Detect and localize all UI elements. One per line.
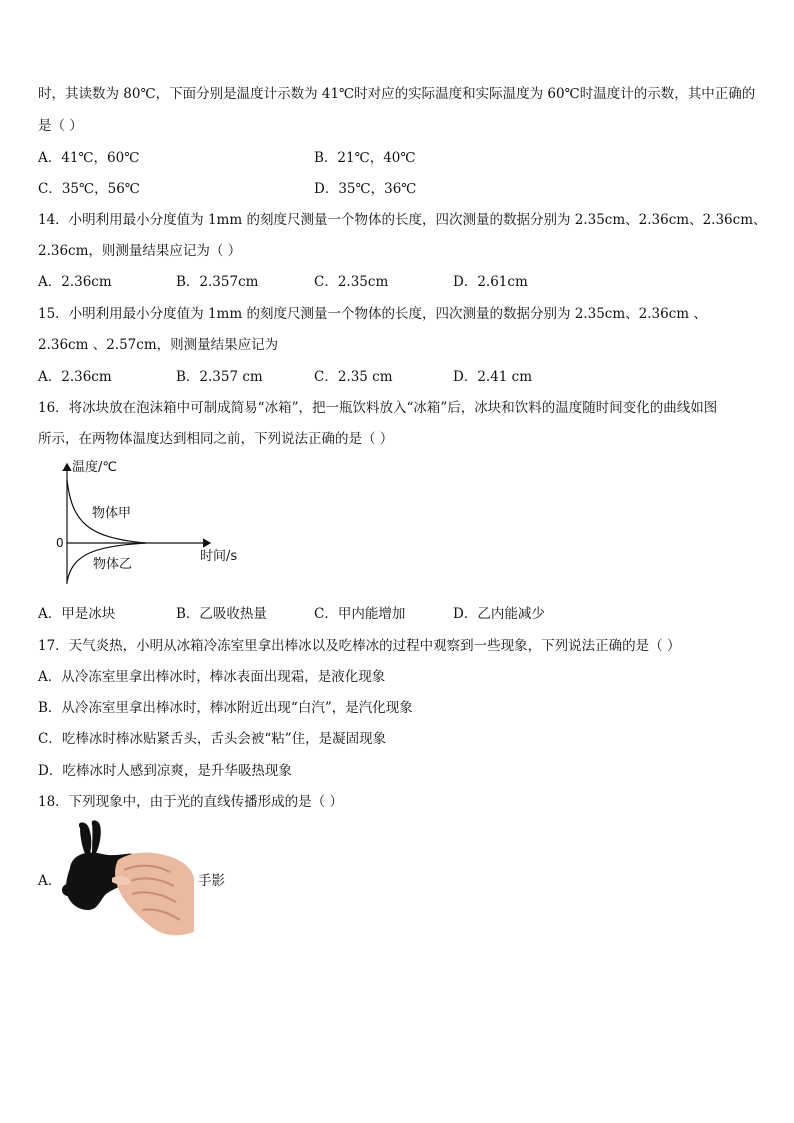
q15-option-a: A．2.36cm bbox=[38, 369, 112, 385]
q17-option-d: D．吃棒冰时人感到凉爽，是升华吸热现象 bbox=[38, 763, 292, 779]
q13-stem-line2: 是（ ） bbox=[38, 118, 83, 134]
y-axis-label: 温度/℃ bbox=[72, 460, 117, 475]
q16-stem-line1: 16．将冰块放在泡沫箱中可制成简易“冰箱”，把一瓶饮料放入“冰箱”后，冰块和饮料的温度随时间变化的曲线如图 bbox=[38, 400, 718, 416]
q15-option-d: D．2.41 cm bbox=[453, 369, 533, 385]
q17-option-b: B．从冷冻室里拿出棒冰时，棒冰附近出现“白汽”，是汽化现象 bbox=[38, 700, 413, 716]
q14-option-a: A．2.36cm bbox=[38, 274, 112, 290]
q13-stem-line1: 时，其读数为 80℃，下面分别是温度计示数为 41℃时对应的实际温度和实际温度为 60℃时温度计的示数，其中正确的 bbox=[38, 86, 756, 102]
q13-option-c: C．35℃，56℃ bbox=[38, 181, 140, 197]
q15-option-c: C．2.35 cm bbox=[314, 369, 393, 385]
q13-option-b: B．21℃，40℃ bbox=[314, 150, 416, 166]
q16-option-b: B．乙吸收热量 bbox=[176, 606, 267, 622]
q18-stem: 18．下列现象中，由于光的直线传播形成的是（ ） bbox=[38, 794, 343, 810]
q15-option-b: B．2.357 cm bbox=[176, 369, 263, 385]
q14-option-d: D．2.61cm bbox=[453, 274, 528, 290]
origin-label: 0 bbox=[56, 536, 64, 550]
q15-stem-line1: 15．小明利用最小分度值为 1mm 的刻度尺测量一个物体的长度，四次测量的数据分别为 2.35cm、2.36cm 、 bbox=[38, 306, 707, 322]
q16-option-d: D．乙内能减少 bbox=[453, 606, 545, 622]
hand-shadow-rabbit-image bbox=[58, 820, 194, 938]
curve-yi-label: 物体乙 bbox=[93, 557, 133, 572]
q17-stem: 17．天气炎热，小明从冰箱冷冻室里拿出棒冰以及吃棒冰的过程中观察到一些现象，下列说法正确的是（ ） bbox=[38, 638, 681, 654]
curve-jia-label: 物体甲 bbox=[92, 506, 132, 521]
q16-option-c: C．甲内能增加 bbox=[314, 606, 406, 622]
q14-option-c: C．2.35cm bbox=[314, 274, 389, 290]
q13-option-a: A．41℃，60℃ bbox=[38, 150, 140, 166]
x-axis-label: 时间/s bbox=[200, 549, 238, 564]
q18-option-a-letter: A． bbox=[38, 873, 62, 889]
q14-option-b: B．2.357cm bbox=[176, 274, 259, 290]
q18-option-a-caption: 手影 bbox=[198, 873, 225, 889]
q17-option-a: A．从冷冻室里拿出棒冰时，棒冰表面出现霜，是液化现象 bbox=[38, 669, 386, 685]
q14-stem-line1: 14．小明利用最小分度值为 1mm 的刻度尺测量一个物体的长度，四次测量的数据分别为 2.35cm、2.36cm、2.36cm、 bbox=[38, 212, 767, 228]
q14-stem-line2: 2.36cm，则测量结果应记为（ ） bbox=[38, 243, 242, 259]
q16-stem-line2: 所示，在两物体温度达到相同之前，下列说法正确的是（ ） bbox=[38, 431, 394, 447]
q13-option-d: D．35℃，36℃ bbox=[314, 181, 417, 197]
q15-stem-line2: 2.36cm 、2.57cm，则测量结果应记为 bbox=[38, 337, 279, 353]
q16-temperature-time-graph bbox=[50, 454, 250, 589]
q16-option-a: A．甲是冰块 bbox=[38, 606, 116, 622]
q17-option-c: C．吃棒冰时棒冰贴紧舌头，舌头会被“粘”住，是凝固现象 bbox=[38, 731, 387, 747]
